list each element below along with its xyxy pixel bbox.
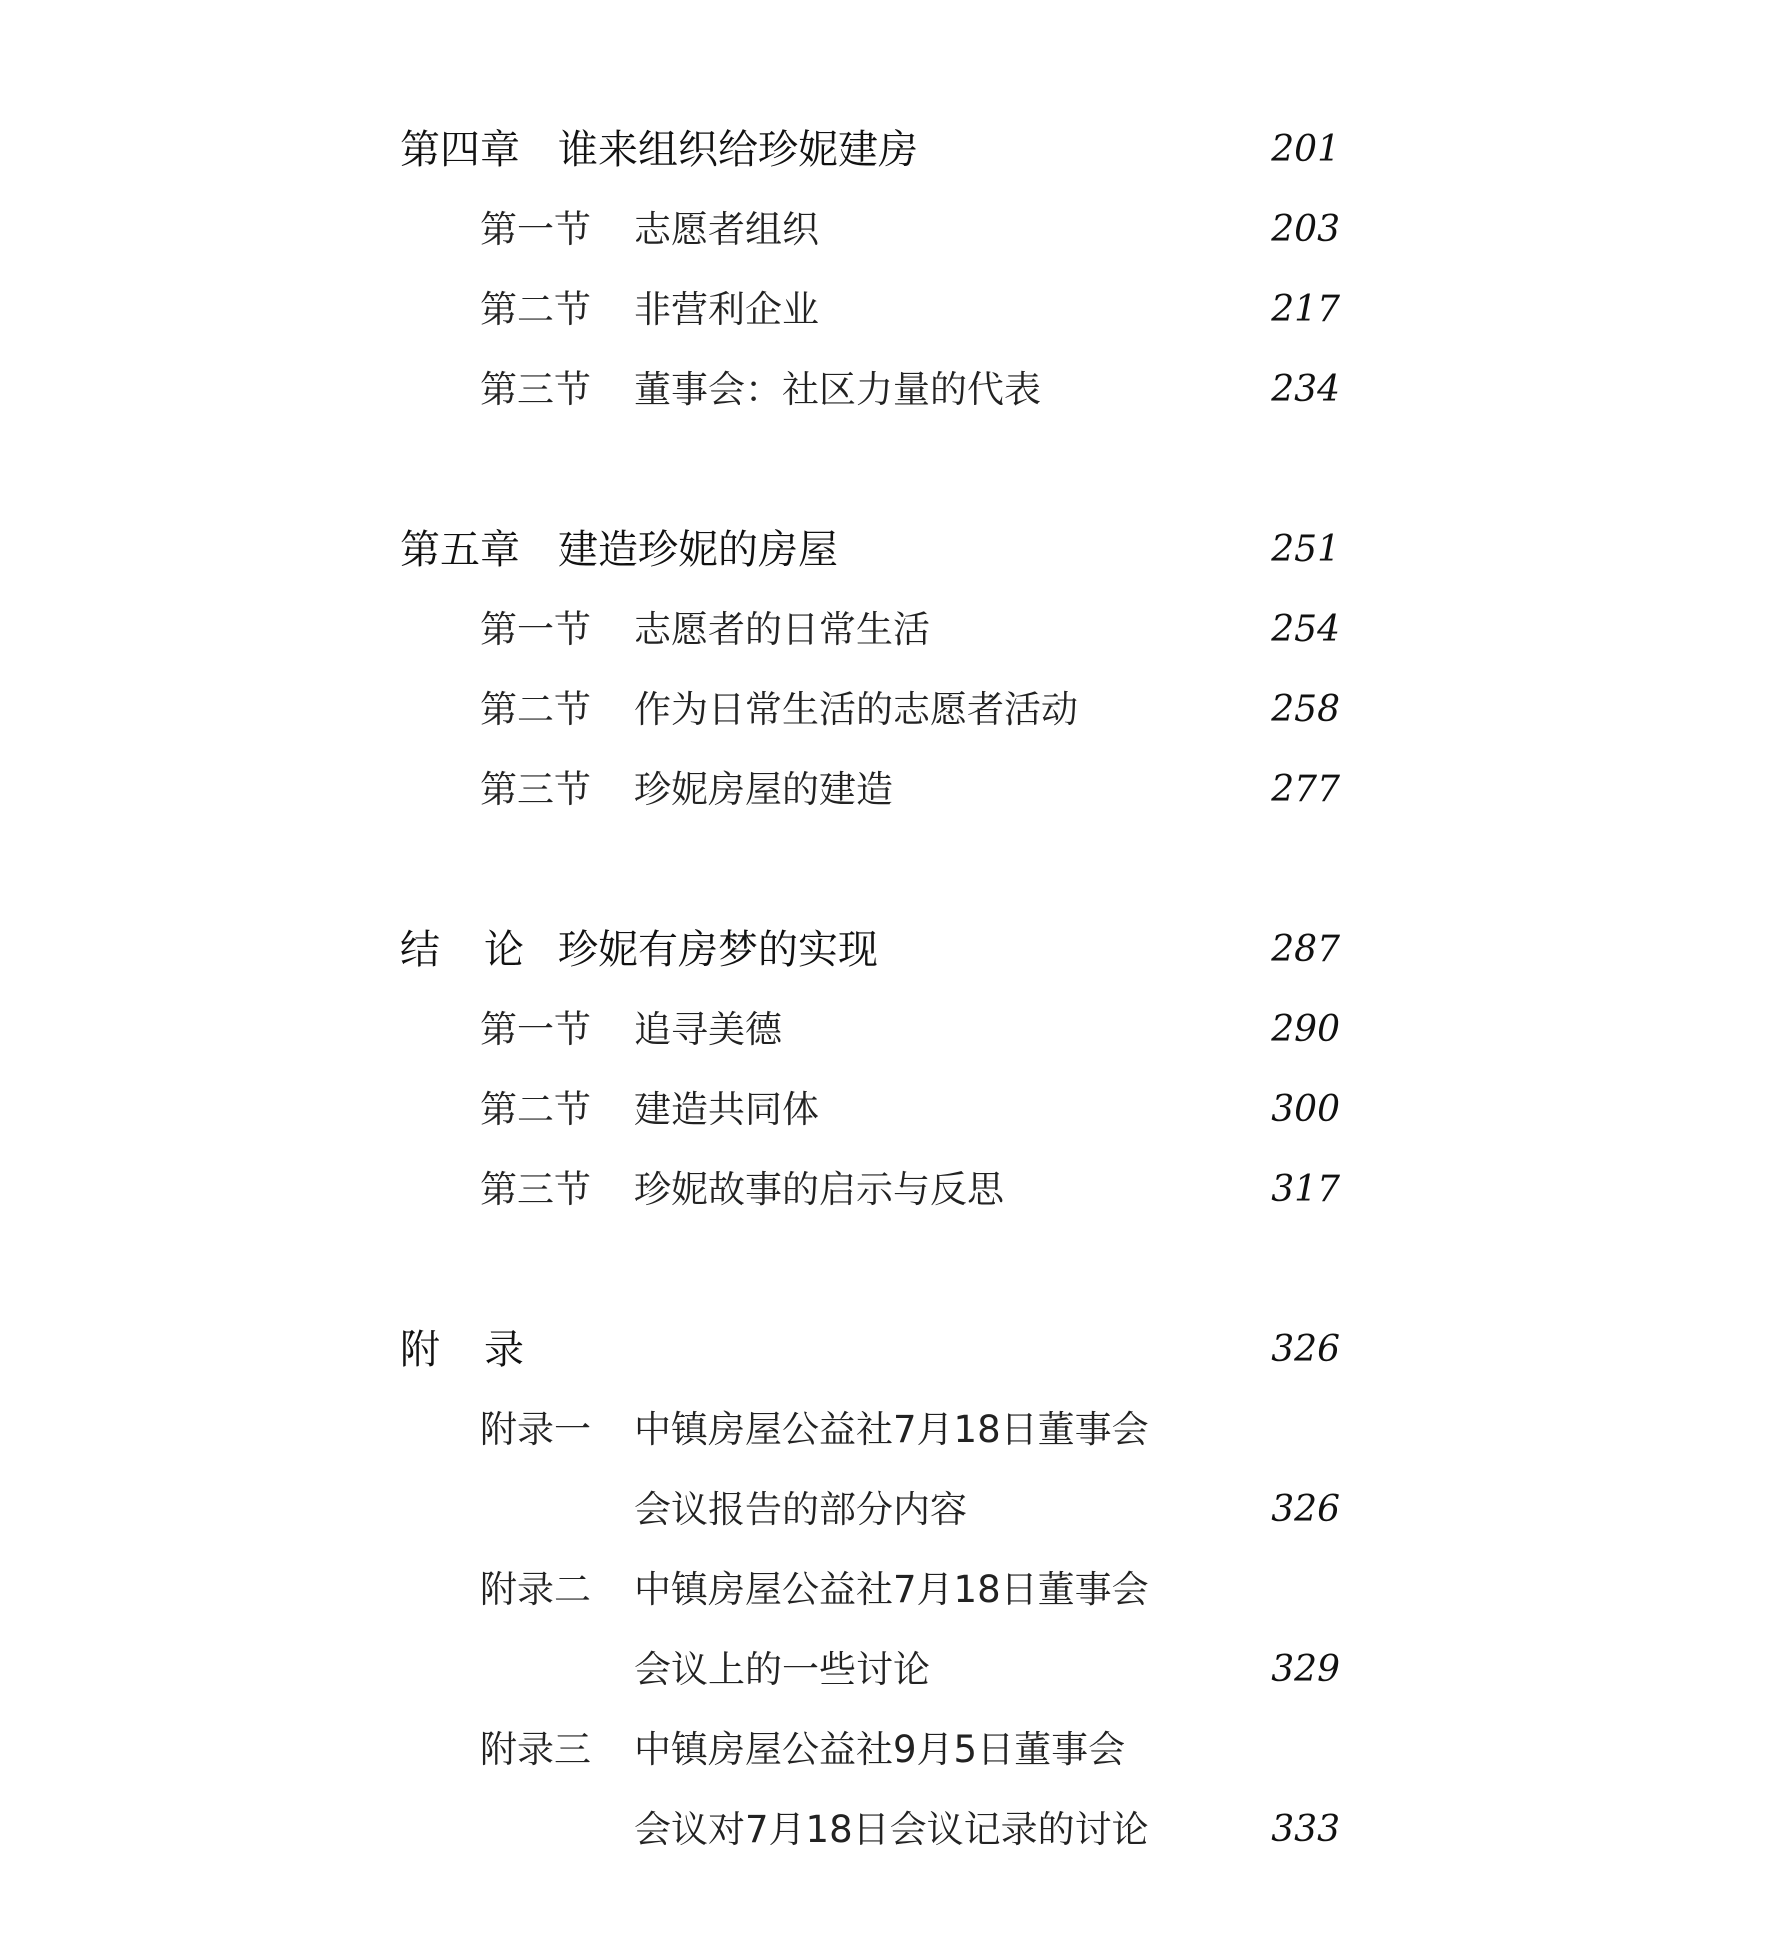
- section-title: 珍妮房屋的建造: [634, 768, 893, 811]
- toc-section-entry[interactable]: [0, 1000, 1772, 1060]
- chapter-label: 附录: [400, 1327, 568, 1373]
- toc-chapter-entry[interactable]: [0, 1320, 1772, 1380]
- toc-chapter-entry[interactable]: [0, 120, 1772, 180]
- section-label: 第三节: [480, 1168, 591, 1211]
- toc-section-entry[interactable]: [0, 1560, 1772, 1620]
- section-title: 志愿者组织: [634, 208, 819, 251]
- page-number: 258: [1271, 689, 1340, 730]
- chapter-label: 第四章: [400, 127, 520, 173]
- page-number: 251: [1271, 529, 1340, 570]
- page-number: 326: [1271, 1329, 1340, 1370]
- section-label: 第一节: [480, 1008, 591, 1051]
- section-label: 第三节: [480, 768, 591, 811]
- chapter-title: 谁来组织给珍妮建房: [558, 127, 918, 173]
- section-title: 珍妮故事的启示与反思: [634, 1168, 1004, 1211]
- page-number: 254: [1271, 609, 1340, 650]
- toc-section-continuation[interactable]: [0, 1480, 1772, 1540]
- section-title: 董事会：社区力量的代表: [634, 368, 1041, 411]
- section-label: 第一节: [480, 608, 591, 651]
- toc-section-entry[interactable]: [0, 600, 1772, 660]
- toc-section-entry[interactable]: [0, 200, 1772, 260]
- page-number: 290: [1271, 1009, 1340, 1050]
- section-label: 附录二: [480, 1568, 591, 1611]
- section-title-continued: 会议报告的部分内容: [634, 1488, 967, 1531]
- section-title: 志愿者的日常生活: [634, 608, 930, 651]
- section-title-continued: 会议对7月18日会议记录的讨论: [634, 1808, 1149, 1851]
- section-title: 作为日常生活的志愿者活动: [634, 688, 1078, 731]
- section-label: 附录一: [480, 1408, 591, 1451]
- chapter-label: 第五章: [400, 527, 520, 573]
- section-title: 中镇房屋公益社7月18日董事会: [634, 1408, 1149, 1451]
- toc-section-entry[interactable]: [0, 1160, 1772, 1220]
- section-label: 第一节: [480, 208, 591, 251]
- toc-chapter-entry[interactable]: [0, 520, 1772, 580]
- toc-section-entry[interactable]: [0, 1080, 1772, 1140]
- section-title: 建造共同体: [634, 1088, 819, 1131]
- toc-section-entry[interactable]: [0, 1720, 1772, 1780]
- section-label: 第二节: [480, 688, 591, 731]
- chapter-title: 建造珍妮的房屋: [558, 527, 838, 573]
- section-label: 第二节: [480, 288, 591, 331]
- page-number: 201: [1271, 129, 1340, 170]
- section-title: 中镇房屋公益社9月5日董事会: [634, 1728, 1126, 1771]
- chapter-title: 珍妮有房梦的实现: [558, 927, 878, 973]
- page-number: 277: [1271, 769, 1340, 810]
- toc-chapter-entry[interactable]: [0, 920, 1772, 980]
- page-number: 317: [1271, 1169, 1340, 1210]
- page-number: 333: [1271, 1809, 1340, 1850]
- chapter-label: 结论: [400, 927, 568, 973]
- page-number: 203: [1271, 209, 1340, 250]
- section-title: 非营利企业: [634, 288, 819, 331]
- toc-section-entry[interactable]: [0, 680, 1772, 740]
- toc-section-continuation[interactable]: [0, 1640, 1772, 1700]
- section-title: 中镇房屋公益社7月18日董事会: [634, 1568, 1149, 1611]
- page-number: 217: [1271, 289, 1340, 330]
- toc-section-entry[interactable]: [0, 280, 1772, 340]
- page-number: 329: [1271, 1649, 1340, 1690]
- toc-section-entry[interactable]: [0, 1400, 1772, 1460]
- toc-section-entry[interactable]: [0, 760, 1772, 820]
- page-number: 287: [1271, 929, 1340, 970]
- section-title: 追寻美德: [634, 1008, 782, 1051]
- toc-section-continuation[interactable]: [0, 1800, 1772, 1860]
- section-label: 附录三: [480, 1728, 591, 1771]
- section-label: 第二节: [480, 1088, 591, 1131]
- section-title-continued: 会议上的一些讨论: [634, 1648, 930, 1691]
- section-label: 第三节: [480, 368, 591, 411]
- page-number: 326: [1271, 1489, 1340, 1530]
- toc-section-entry[interactable]: [0, 360, 1772, 420]
- page-number: 300: [1271, 1089, 1340, 1130]
- page-number: 234: [1271, 369, 1340, 410]
